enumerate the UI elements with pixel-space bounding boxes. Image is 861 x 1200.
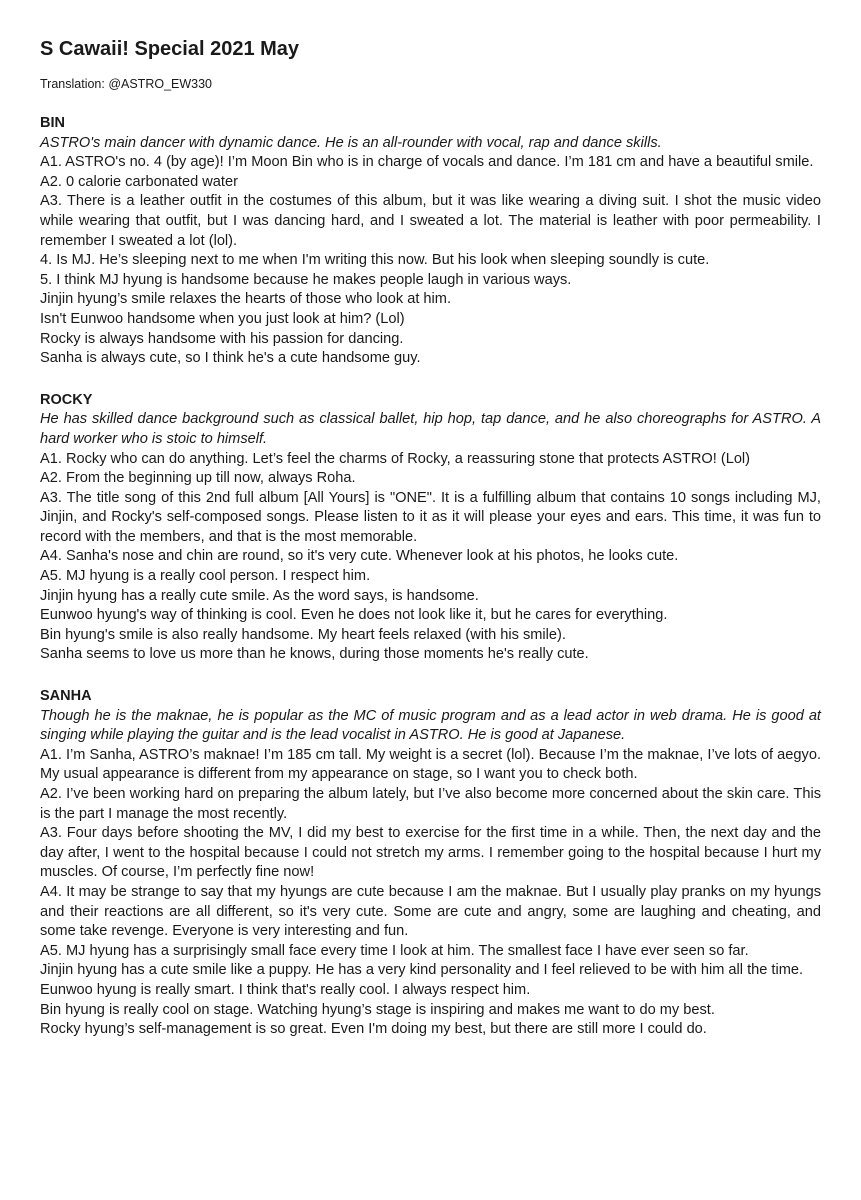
answer-line: Rocky hyung’s self-management is so great. Even I'm doing my best, but there are still more I could do.	[40, 1021, 707, 1038]
section-intro: ASTRO's main dancer with dynamic dance. He is an all-rounder with vocal, rap and dance skills.	[40, 134, 662, 151]
section-intro: Though he is the maknae, he is popular as the MC of music program and as a lead actor in web drama. He is good at singing while playing the guitar and is the lead vocalist in ASTRO. He is good at Japanese.	[40, 707, 821, 744]
answer-line: A4. Sanha's nose and chin are round, so it's very cute. Whenever look at his photos, he looks cute.	[40, 548, 679, 565]
answer-line: Jinjin hyung has a cute smile like a puppy. He has a very kind personality and I feel relieved to be with him all the time.	[40, 962, 804, 979]
answer-line: Jinjin hyung has a really cute smile. As the word says, is handsome.	[40, 587, 479, 604]
answer-line: A3. Four days before shooting the MV, I did my best to exercise for the first time in a while. Then, the next day and the day after, I went to the hospital because I could not stretch my arms. I remember going to the hospital because I hurt my muscles. Of course, I’m perfectly fine now!	[40, 825, 821, 881]
answer-line: A3. There is a leather outfit in the costumes of this album, but it was like wearing a diving suit. I shot the music video while wearing that outfit, but I was dancing hard, and I sweated a lot. The material is leather with poor permeability. I remember I sweated a lot (lol).	[40, 193, 821, 249]
answer-line: A4. It may be strange to say that my hyungs are cute because I am the maknae. But I usually play pranks on my hyungs and their reactions are all different, so it's very cute. Some are cute and angry, some are laughing and cheating, and some take revenge. Everyone is very interesting and fun.	[40, 883, 821, 940]
section-sanha	[40, 687, 821, 1040]
answer-line: A2. From the beginning up till now, always Roha.	[40, 470, 356, 487]
answer-line: 5. I think MJ hyung is handsome because he makes people laugh in various ways.	[40, 271, 572, 288]
section-rocky	[40, 391, 821, 665]
answer-line: Bin hyung's smile is also really handsome. My heart feels relaxed (with his smile).	[40, 626, 566, 643]
answer-line: A2. I’ve been working hard on preparing the album lately, but I’ve also become more concerned about the skin care. This is the part I manage the most recently.	[40, 786, 821, 822]
answer-line: A5. MJ hyung has a surprisingly small face every time I look at him. The smallest face I have ever seen so far.	[40, 942, 749, 959]
section-intro: He has skilled dance background such as classical ballet, hip hop, tap dance, and he also choreographs for ASTRO. A hard worker who is stoic to himself.	[40, 411, 821, 447]
document-title: S Cawaii! Special 2021 May	[40, 38, 300, 60]
answer-line: Eunwoo hyung is really smart. I think that's really cool. I always respect him.	[40, 981, 531, 998]
answer-line: 4. Is MJ. He’s sleeping next to me when I'm writing this now. But his look when sleeping soundly is cute.	[40, 252, 710, 269]
translation-credit: Translation: @ASTRO_EW330	[40, 77, 213, 91]
answer-line: A1. ASTRO's no. 4 (by age)! I’m Moon Bin who is in charge of vocals and dance. I’m 181 cm and have a beautiful smile.	[40, 154, 814, 171]
answer-line: A1. I’m Sanha, ASTRO’s maknae! I’m 185 cm tall. My weight is a secret (lol). Because I’m the maknae, I’ve lots of aegyo. My usual appearance is different from my appearance on stage, so I want you to check both.	[40, 746, 821, 783]
answer-line: Sanha seems to love us more than he knows, during those moments he's really cute.	[40, 646, 589, 663]
answer-line: Rocky is always handsome with his passion for dancing.	[40, 330, 404, 347]
answer-line: A3. The title song of this 2nd full album [All Yours] is "ONE". It is a fulfilling album that contains 10 songs including MJ, Jinjin, and Rocky's self-composed songs. Please listen to it as it will please your eyes and ears. This time, it was fun to record with the members, and that is the most memorable.	[40, 489, 821, 545]
answer-line: Bin hyung is really cool on stage. Watching hyung’s stage is inspiring and makes me want to do my best.	[40, 1001, 715, 1018]
answer-line: A2. 0 calorie carbonated water	[40, 173, 238, 190]
section-heading: BIN	[40, 115, 65, 131]
answer-line: A5. MJ hyung is a really cool person. I respect him.	[40, 568, 371, 585]
section-heading: ROCKY	[40, 391, 93, 408]
answer-line: Sanha is always cute, so I think he's a cute handsome guy.	[40, 350, 421, 367]
section-bin	[40, 114, 821, 369]
answer-line: Eunwoo hyung's way of thinking is cool. Even he does not look like it, but he cares for everything.	[40, 607, 668, 624]
answer-line: A1. Rocky who can do anything. Let’s feel the charms of Rocky, a reassuring stone that protects ASTRO! (Lol)	[40, 450, 751, 467]
answer-line: Isn't Eunwoo handsome when you just look at him? (Lol)	[40, 310, 405, 327]
section-heading: SANHA	[40, 688, 92, 705]
answer-line: Jinjin hyung’s smile relaxes the hearts of those who look at him.	[40, 291, 451, 308]
